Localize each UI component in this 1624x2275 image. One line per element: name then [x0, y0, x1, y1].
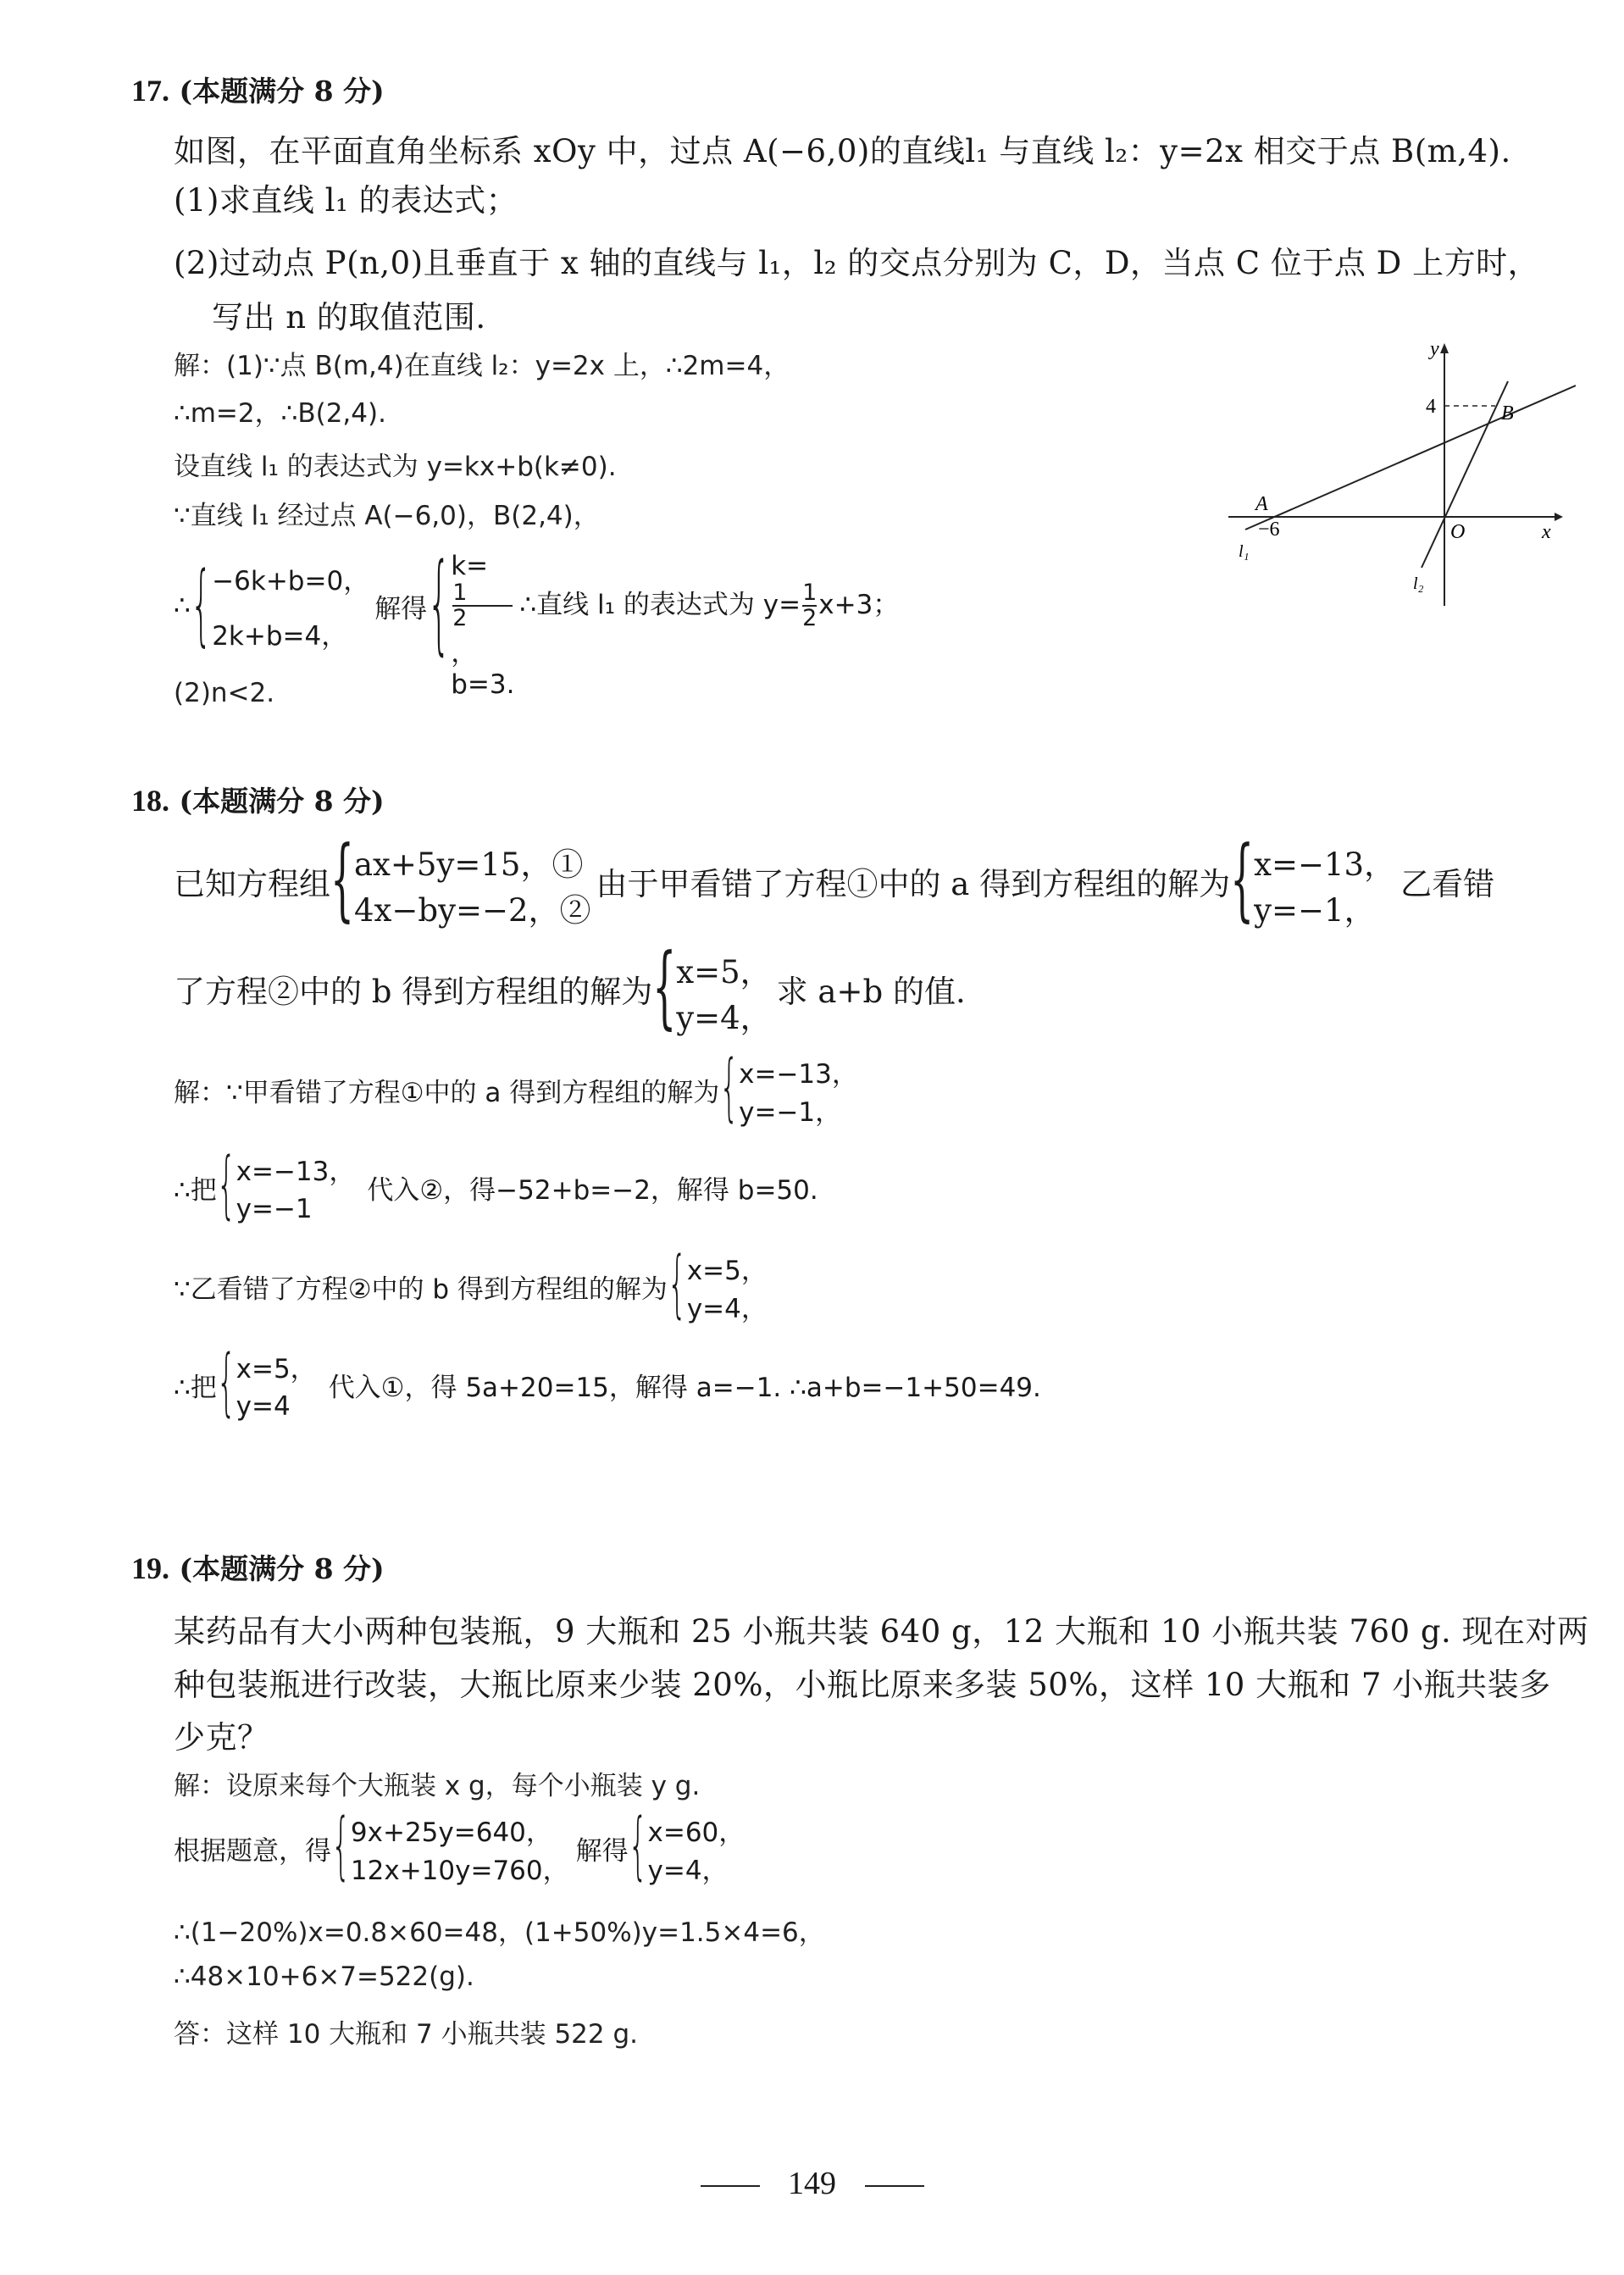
q19-solution-line-5: 答：这样 10 大瓶和 7 小瓶共装 522 g.: [174, 2019, 638, 2050]
q18-system: [354, 839, 591, 929]
q17-solution-values: [451, 551, 515, 700]
page-footer: [0, 2165, 1624, 2202]
q19-s2-system: [351, 1811, 569, 1885]
q18-s1-brace: {: [719, 1046, 740, 1130]
q17-eq-top: −6k+b=0，: [212, 566, 370, 596]
q17-solution-line-1: 解：(1)∵点 B(m,4)在直线 l₂：y=2x 上，∴2m=4，: [174, 351, 790, 381]
q18-s3-x: x=5，: [686, 1256, 768, 1286]
q17-k-fraction: [452, 581, 513, 631]
q19-solution-line-4: ∴48×10+6×7=522(g).: [174, 1961, 474, 1992]
y-axis-label: y: [1430, 338, 1439, 360]
q18-solution-b: [676, 946, 772, 1036]
q18-s2-brace: {: [216, 1144, 236, 1228]
point-b-label: B: [1501, 402, 1514, 424]
q17-solution-part-2: (2)n<2.: [174, 678, 275, 708]
q17-conclusion-numerator: 1: [802, 579, 818, 606]
q18-stem2-end: 求 a+b 的值.: [776, 974, 966, 1010]
q18-s1-x: x=−13，: [739, 1059, 858, 1090]
q17-conclusion: [519, 581, 899, 631]
q17-brace-2: {: [427, 541, 452, 668]
q17-conclusion-denominator: 2: [802, 605, 818, 631]
q19-number: 19.: [131, 1551, 169, 1585]
y-axis-arrow: [1440, 343, 1449, 353]
line-l1: [1245, 386, 1576, 530]
q17-part-1: (1)求直线 l₁ 的表达式；: [174, 182, 518, 219]
q19-solution-line-1: 解：设原来每个大瓶装 x g，每个小瓶装 y g.: [174, 1771, 701, 1801]
q17-system-eqs: [212, 559, 369, 652]
q18-s4-text: ∴把: [174, 1372, 217, 1403]
q17-stem-line-1: 如图，在平面直角坐标系 xOy 中，过点 A(−6,0)的直线l₁ 与直线 l₂：y=2x 相交于点 B(m,4).: [174, 133, 1511, 169]
q18-stem-start: 已知方程组: [174, 866, 330, 902]
q18-header: [131, 780, 385, 819]
q18-number: 18.: [131, 784, 169, 818]
q18-s4-y: y=4: [236, 1391, 291, 1422]
q18-sol-a-y: y=−1，: [1254, 892, 1376, 929]
q18-score-note: (本题满分 8 分): [179, 785, 385, 818]
q17-k-numerator: 1: [452, 580, 468, 606]
q19-score-note: (本题满分 8 分): [179, 1552, 385, 1585]
q17-therefore: ∴: [174, 591, 191, 621]
q18-solution-line-2: [174, 1144, 818, 1228]
q19-s2-solve-word: 解得: [575, 1835, 629, 1867]
q17-header: [131, 69, 385, 109]
q19-s2-brace: {: [331, 1805, 351, 1889]
tick-label-4: 4: [1426, 396, 1436, 418]
q18-s1-y: y=−1，: [739, 1097, 842, 1128]
q17-coordinate-figure: [1220, 335, 1576, 614]
q18-solution-line-1: [174, 1046, 858, 1130]
q17-eq-bottom: 2k+b=4，: [212, 621, 348, 652]
q18-s2-y: y=−1: [236, 1194, 313, 1224]
q18-brace-sol-a: {: [1230, 828, 1255, 932]
q19-solution-line-3: ∴(1−20%)x=0.8×60=48，(1+50%)y=1.5×4=6，: [174, 1917, 825, 1948]
q18-equation-1: ax+5y=15，①: [354, 846, 584, 883]
point-a-label: A: [1255, 493, 1268, 515]
q17-conclusion-end: x+3；: [818, 589, 900, 620]
q18-s4-values: [236, 1347, 317, 1422]
q19-s2-y: y=4，: [647, 1856, 729, 1886]
q18-s2-end: 代入②，得−52+b=−2，解得 b=50.: [367, 1174, 818, 1206]
q18-solution-line-3: [174, 1243, 768, 1327]
q19-s2-brace-2: {: [628, 1805, 648, 1889]
q17-k-label: k=: [451, 551, 489, 581]
x-axis-arrow: [1555, 513, 1563, 521]
q18-stem-end: 乙看错: [1400, 866, 1495, 902]
q17-number: 17.: [131, 74, 169, 108]
q18-s3-values: [687, 1249, 768, 1323]
q18-s1-values: [739, 1052, 858, 1127]
q17-score-note: (本题满分 8 分): [179, 75, 385, 108]
q17-conclusion-text: ∴直线 l₁ 的表达式为 y=: [519, 589, 801, 620]
q18-s2-x: x=−13，: [236, 1157, 356, 1187]
q19-stem-line-3: 少克？: [174, 1719, 269, 1756]
q17-solution-line-3: 设直线 l₁ 的表达式为 y=kx+b(k≠0).: [174, 452, 617, 482]
q18-brace-sol-b: {: [652, 935, 677, 1040]
q18-s3-y: y=4，: [686, 1294, 768, 1324]
q17-part-2: (2)过动点 P(n,0)且垂直于 x 轴的直线与 l₁，l₂ 的交点分别为 C，D，当点 C 位于点 D 上方时，: [174, 245, 1540, 281]
q17-solution-line-2: ∴m=2，∴B(2,4).: [174, 398, 386, 429]
q19-stem-line-1: 某药品有大小两种包装瓶，9 大瓶和 25 小瓶共装 640 g，12 大瓶和 10 小瓶共装 760 g. 现在对两: [174, 1613, 1589, 1650]
q18-solution-a: [1254, 839, 1396, 929]
q17-k-value: [451, 551, 514, 669]
q18-equation-2: 4x−by=−2，②: [354, 892, 591, 929]
q19-solution-line-2: [174, 1805, 745, 1889]
q18-sol-b-y: y=4，: [676, 1000, 772, 1036]
q18-sol-b-x: x=5，: [676, 954, 772, 990]
line-l2-label: l₂: [1413, 574, 1424, 593]
footer-dash-right: [865, 2185, 924, 2187]
q19-s2-eq-bottom: 12x+10y=760，: [350, 1856, 569, 1886]
q18-s2-values: [236, 1150, 356, 1224]
q17-k-comma: ，: [451, 637, 478, 669]
q18-stem-line-1: [174, 828, 1495, 932]
q18-s4-x: x=5，: [236, 1354, 317, 1384]
q18-stem-mid: 由于甲看错了方程①中的 a 得到方程组的解为: [596, 866, 1231, 902]
line-l1-label: l₁: [1239, 542, 1250, 561]
q18-stem-line-2: [174, 935, 966, 1040]
q18-s3-text: ∵乙看错了方程②中的 b 得到方程组的解为: [174, 1273, 668, 1305]
tick-label-neg6: −6: [1258, 519, 1280, 541]
q18-s4-brace: {: [216, 1341, 236, 1425]
q19-s2-text: 根据题意，得: [174, 1835, 331, 1867]
q19-header: [131, 1547, 385, 1587]
origin-label: O: [1450, 521, 1466, 543]
q19-s2-values: [648, 1811, 745, 1885]
q17-brace-1: {: [190, 555, 213, 657]
q17-k-denominator: 2: [452, 605, 468, 632]
q18-s3-brace: {: [667, 1243, 687, 1327]
q19-s2-x: x=60，: [647, 1817, 745, 1848]
q18-s1-text: 解：∵甲看错了方程①中的 a 得到方程组的解为: [174, 1077, 720, 1108]
q17-b-value: b=3.: [451, 669, 515, 700]
q19-stem-line-2: 种包装瓶进行改装，大瓶比原来少装 20%，小瓶比原来多装 50%，这样 10 大瓶和 7 小瓶共装多: [174, 1667, 1551, 1703]
q18-sol-a-x: x=−13，: [1254, 846, 1396, 883]
q18-s4-end: 代入①，得 5a+20=15，解得 a=−1. ∴a+b=−1+50=49.: [328, 1372, 1041, 1403]
footer-dash-left: [701, 2185, 760, 2187]
q19-s2-eq-top: 9x+25y=640，: [350, 1817, 552, 1848]
q17-part-2-cont: 写出 n 的取值范围.: [212, 299, 486, 336]
q18-solution-line-4: [174, 1341, 1041, 1425]
q17-solve-word: 解得: [374, 593, 428, 624]
q17-solution-line-4: ∵直线 l₁ 经过点 A(−6,0)，B(2,4)，: [174, 501, 600, 531]
q18-s2-text: ∴把: [174, 1174, 217, 1206]
x-axis-label: x: [1542, 521, 1551, 543]
q18-stem2-start: 了方程②中的 b 得到方程组的解为: [174, 974, 653, 1010]
q18-brace-system: {: [330, 828, 354, 932]
page-number: 149: [788, 2166, 836, 2201]
q17-conclusion-fraction: [802, 581, 817, 631]
